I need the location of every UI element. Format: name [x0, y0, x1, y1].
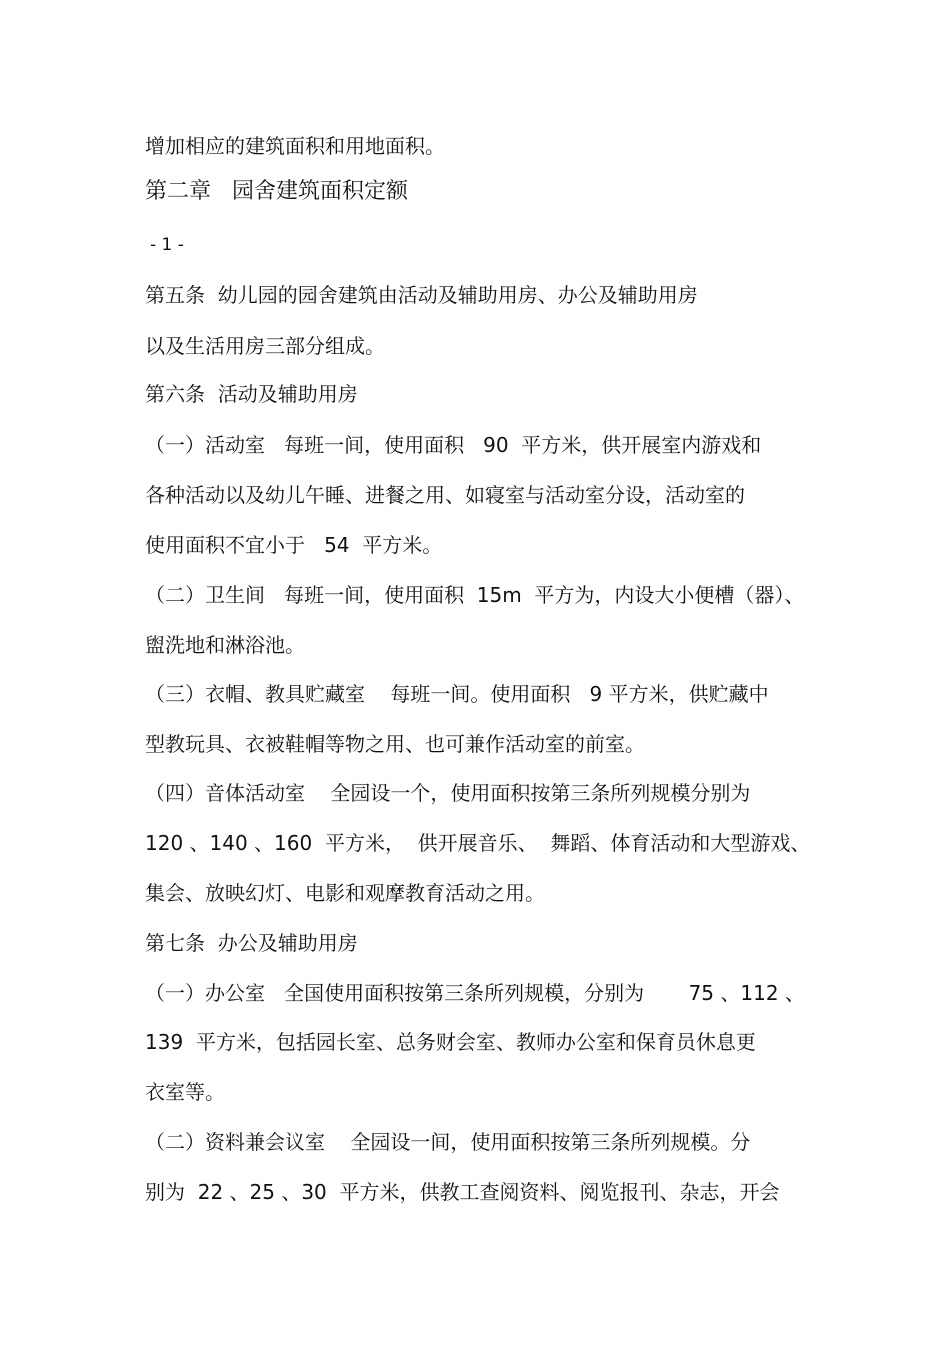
- chapter-heading: 第二章 园舍建筑面积定额: [145, 179, 408, 204]
- text-line: （一）办公室 全国使用面积按第三条所列规模，分别为 75 、112 、: [145, 981, 805, 1005]
- text-line: 使用面积不宜小于 54 平方米。: [145, 533, 443, 557]
- text-line: 各种活动以及幼儿午睡、进餐之用、如寝室与活动室分设，活动室的: [145, 483, 745, 507]
- page-number: - 1 -: [150, 235, 184, 255]
- text-line: 增加相应的建筑面积和用地面积。: [145, 134, 445, 158]
- text-line: 139 平方米，包括园长室、总务财会室、教师办公室和保育员休息更: [145, 1030, 756, 1054]
- text-line: 集会、放映幻灯、电影和观摩教育活动之用。: [145, 881, 545, 905]
- article-heading: 第七条 办公及辅助用房: [145, 931, 358, 955]
- text-line: 型教玩具、衣被鞋帽等物之用、也可兼作活动室的前室。: [145, 732, 645, 756]
- article-heading: 第六条 活动及辅助用房: [145, 382, 358, 406]
- text-line: （二）资料兼会议室 全园设一间，使用面积按第三条所列规模。分: [145, 1130, 751, 1154]
- text-line: （四）音体活动室 全园设一个，使用面积按第三条所列规模分别为: [145, 781, 751, 805]
- text-line: 盥洗地和淋浴池。: [145, 633, 305, 657]
- article-heading: 第五条 幼儿园的园舍建筑由活动及辅助用房、办公及辅助用房: [145, 283, 698, 307]
- text-line: 衣室等。: [145, 1080, 225, 1104]
- text-line: （三）衣帽、教具贮藏室 每班一间。使用面积 9 平方米，供贮藏中: [145, 682, 769, 706]
- text-line: 120 、140 、160 平方米， 供开展音乐、 舞蹈、体育活动和大型游戏、: [145, 831, 811, 855]
- text-line: （一）活动室 每班一间，使用面积 90 平方米，供开展室内游戏和: [145, 433, 762, 457]
- text-line: 别为 22 、25 、30 平方米，供教工查阅资料、阅览报刊、杂志，开会: [145, 1180, 780, 1204]
- text-line: （二）卫生间 每班一间，使用面积 15m 平方为，内设大小便槽（器）、: [145, 583, 805, 607]
- text-line: 以及生活用房三部分组成。: [145, 334, 385, 358]
